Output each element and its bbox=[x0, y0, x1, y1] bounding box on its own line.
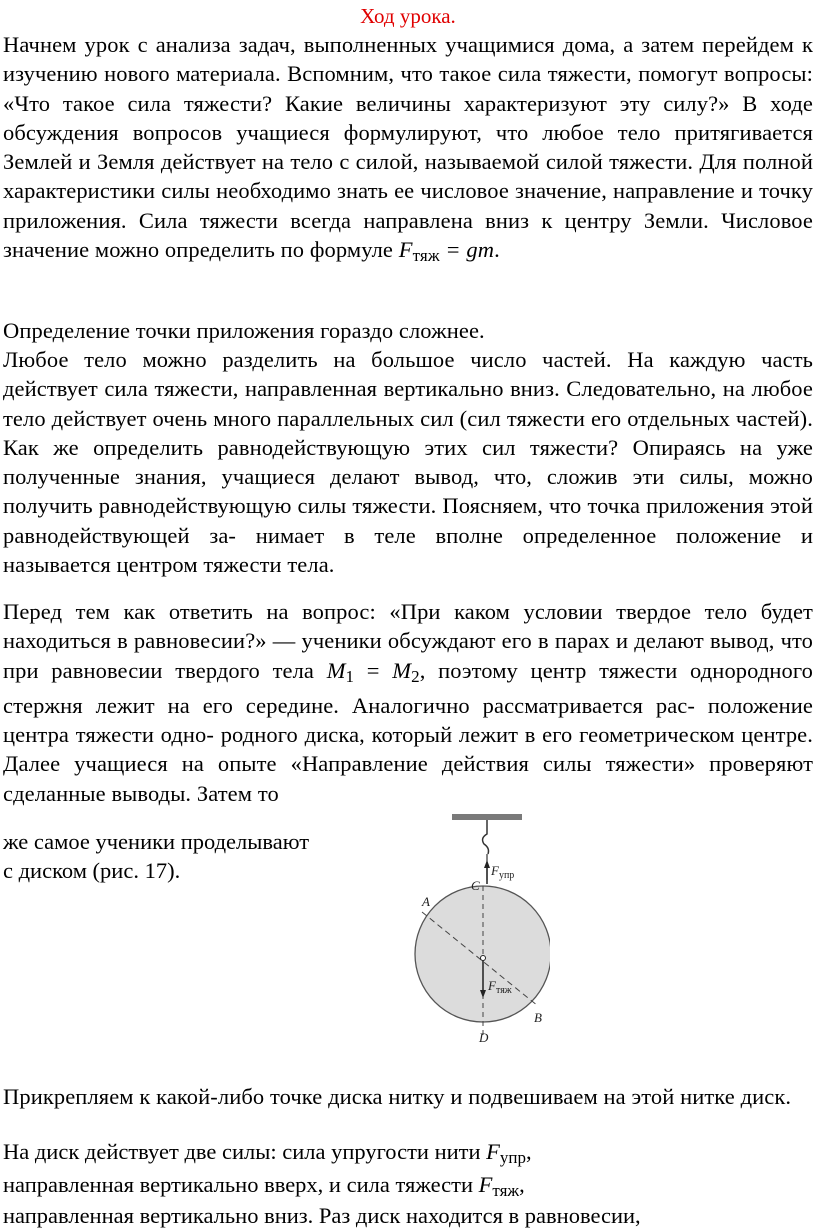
paragraph-intro bbox=[3, 30, 813, 270]
label-a: A bbox=[422, 894, 430, 909]
line-directed-up-text: направленная вертикально вверх, и сила тяжести bbox=[3, 1172, 479, 1197]
moment-m1-subscript: 1 bbox=[345, 666, 355, 686]
paragraph-center-of-gravity: Любое тело можно разделить на большое число частей. На каждую часть действует сила тяжести, направленная вертикально вниз. Следовательно, на любое тело действует очень много параллельных сил (сил тяжести его отдельных частей). Как же определить равнодействующую этих сил тяжести? Опираясь на уже полученные знания, учащиеся делают вывод, что, сложив эти силы, можно получить равнодействующую силы тяжести. Поясняем, что точка приложения этой равнодействующей за- нимает в теле вполне определенное положение и называется центром тяжести тела. bbox=[3, 347, 813, 578]
line-two-forces bbox=[3, 1139, 532, 1168]
force-gravity-symbol: F bbox=[478, 1172, 493, 1197]
equals-sign: = bbox=[354, 657, 393, 683]
moment-m2-subscript: 2 bbox=[411, 666, 420, 686]
disk-figure bbox=[400, 812, 550, 1052]
label-f-tyazh: $F_{тяж}$ bbox=[488, 978, 512, 996]
paragraph-intro-text: Начнем урок с анализа задач, выполненных учащимися дома, а затем перейдем к изучению нового материала. Вспомним, что такое сила тяжести, помогут вопросы: «Что такое сила тяжести? Какие величины характеризуют эту силу?» В ходе обсуждения вопросов учащиеся формулируют, что любое тело притягивается Землей и Земля действует на тело с силой, называемой силой тяжести. Для полной характеристики силы необходимо знать ее числовое значение, направление и точку приложения. Сила тяжести всегда направлена вниз к центру Земли. Числовое значение можно определить по формуле bbox=[3, 32, 813, 263]
paragraph-application-point: Определение точки приложения гораздо сложнее. bbox=[3, 318, 485, 343]
label-f-upr: $F_{упр}$ bbox=[491, 863, 515, 881]
hook-icon bbox=[483, 820, 489, 854]
line-same-with-students: же самое ученики проделывают bbox=[3, 829, 310, 854]
formula-force-subscript: тяж bbox=[412, 246, 440, 266]
label-d: D bbox=[479, 1030, 489, 1045]
moment-m1: M bbox=[326, 657, 346, 683]
comma: , bbox=[519, 1172, 525, 1197]
line-with-disk: с диском (рис. 17). bbox=[3, 858, 181, 883]
paragraph-equilibrium-text-a: Перед тем как ответить на вопрос: «При каком условии твердое тело будет находиться в равновесии?» — ученики обсуждают его в парах и делают вывод, что при равновесии твердого тела bbox=[3, 599, 813, 683]
comma: , bbox=[526, 1139, 532, 1164]
formula-period: . bbox=[494, 237, 500, 263]
line-two-forces-text: На диск действует две силы: сила упругости нити bbox=[3, 1139, 487, 1164]
label-b: B bbox=[534, 1010, 542, 1025]
paragraph-equilibrium bbox=[3, 597, 813, 808]
line-directed-up bbox=[3, 1172, 525, 1201]
formula-force-symbol: F bbox=[398, 237, 413, 263]
lesson-heading: Ход урока. bbox=[360, 4, 456, 28]
suspension-bar bbox=[452, 814, 522, 820]
force-gravity-subscript: тяж bbox=[492, 1181, 520, 1200]
paragraph-equilibrium-text-b: , поэтому центр тяжести однородного стержня лежит на его середине. Аналогично рассматривается рас- положение центра тяжести одно- родного диска, который лежит в его геометрическом центре. Далее учащиеся на опыте «Направление действия силы тяжести» проверяют сделанные выводы. Затем то bbox=[3, 657, 813, 806]
force-tension-subscript: упр bbox=[499, 1148, 527, 1167]
tension-arrow-head bbox=[484, 860, 490, 868]
paragraph-attach-thread: Прикрепляем к какой-либо точке диска нитку и подвешиваем на этой нитке диск. bbox=[3, 1084, 792, 1109]
line-directed-down: направленная вертикально вниз. Раз диск находится в равновесии, bbox=[3, 1203, 641, 1228]
center-point bbox=[481, 956, 486, 961]
moment-m2: M bbox=[392, 657, 412, 683]
force-tension-symbol: F bbox=[486, 1139, 500, 1164]
label-c: C bbox=[471, 878, 480, 893]
formula-rhs: = gm bbox=[439, 237, 495, 263]
